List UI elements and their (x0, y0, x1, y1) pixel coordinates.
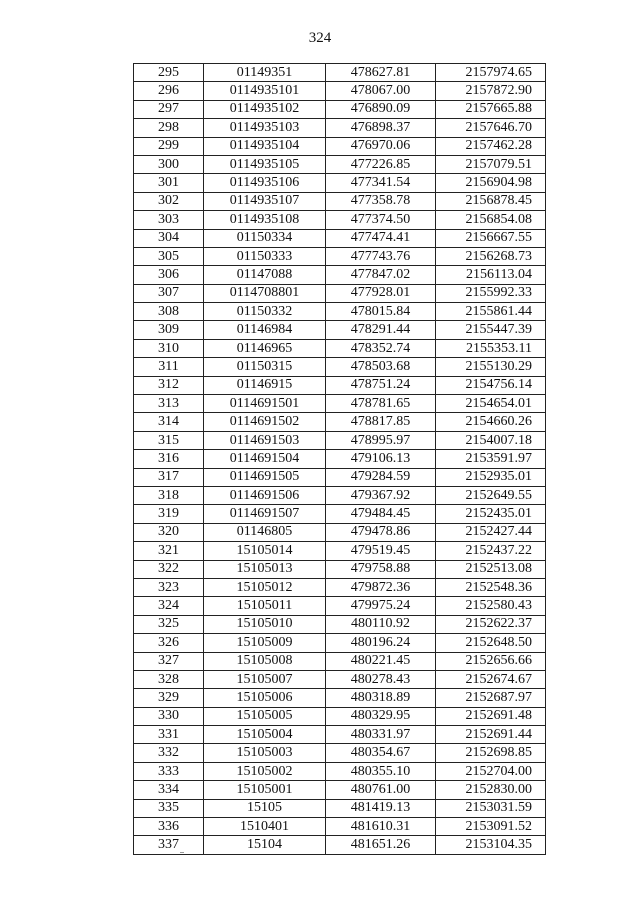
point-number-cell: 316 (134, 450, 204, 468)
point-id-cell: 0114708801 (204, 284, 326, 302)
point-number-cell: 326 (134, 634, 204, 652)
point-number-cell: 329 (134, 689, 204, 707)
point-id-cell: 0114935103 (204, 119, 326, 137)
table-row (134, 266, 546, 284)
y-coordinate-cell: 2155992.33 (436, 284, 546, 302)
point-number-cell: 322 (134, 560, 204, 578)
table-row (134, 523, 546, 541)
x-coordinate-cell: 477474.41 (326, 229, 436, 247)
point-id-cell: 01150334 (204, 229, 326, 247)
point-number-cell: 313 (134, 395, 204, 413)
y-coordinate-cell: 2157974.65 (436, 64, 546, 82)
x-coordinate-cell: 480278.43 (326, 670, 436, 688)
point-id-cell: 0114935104 (204, 137, 326, 155)
table-row (134, 376, 546, 394)
point-number-cell: 310 (134, 339, 204, 357)
table-row (134, 431, 546, 449)
point-id-cell: 15104 (204, 836, 326, 854)
point-id-cell: 15105011 (204, 597, 326, 615)
point-number-cell: 305 (134, 247, 204, 265)
table-row (134, 100, 546, 118)
table-row (134, 578, 546, 596)
point-number-cell: 299 (134, 137, 204, 155)
y-coordinate-cell: 2156878.45 (436, 192, 546, 210)
x-coordinate-cell: 478015.84 (326, 303, 436, 321)
coordinates-table (133, 63, 546, 855)
x-coordinate-cell: 479975.24 (326, 597, 436, 615)
x-coordinate-cell: 480331.97 (326, 726, 436, 744)
point-id-cell: 01147088 (204, 266, 326, 284)
point-id-cell: 01146965 (204, 339, 326, 357)
point-number-cell: 312 (134, 376, 204, 394)
y-coordinate-cell: 2157079.51 (436, 155, 546, 173)
table-row (134, 450, 546, 468)
point-id-cell: 15105013 (204, 560, 326, 578)
x-coordinate-cell: 478627.81 (326, 64, 436, 82)
point-number-cell: 317 (134, 468, 204, 486)
point-number-cell: 311 (134, 358, 204, 376)
point-number-cell: 314 (134, 413, 204, 431)
x-coordinate-cell: 478817.85 (326, 413, 436, 431)
table-row (134, 395, 546, 413)
y-coordinate-cell: 2156904.98 (436, 174, 546, 192)
x-coordinate-cell: 476898.37 (326, 119, 436, 137)
table-row (134, 468, 546, 486)
point-id-cell: 0114935102 (204, 100, 326, 118)
point-number-cell: 321 (134, 542, 204, 560)
x-coordinate-cell: 480196.24 (326, 634, 436, 652)
table-row (134, 597, 546, 615)
point-number-cell: 318 (134, 486, 204, 504)
y-coordinate-cell: 2155447.39 (436, 321, 546, 339)
point-id-cell: 01146984 (204, 321, 326, 339)
y-coordinate-cell: 2153091.52 (436, 818, 546, 836)
y-coordinate-cell: 2155353.11 (436, 339, 546, 357)
table-row (134, 670, 546, 688)
point-number-cell: 319 (134, 505, 204, 523)
x-coordinate-cell: 481651.26 (326, 836, 436, 854)
point-id-cell: 0114691503 (204, 431, 326, 449)
table-row (134, 339, 546, 357)
table-row (134, 799, 546, 817)
y-coordinate-cell: 2152435.01 (436, 505, 546, 523)
x-coordinate-cell: 479872.36 (326, 578, 436, 596)
y-coordinate-cell: 2152674.67 (436, 670, 546, 688)
table-row (134, 303, 546, 321)
point-id-cell: 15105005 (204, 707, 326, 725)
table-row (134, 560, 546, 578)
point-number-cell: 308 (134, 303, 204, 321)
point-id-cell: 0114691506 (204, 486, 326, 504)
x-coordinate-cell: 478067.00 (326, 82, 436, 100)
table-row (134, 652, 546, 670)
point-id-cell: 15105001 (204, 781, 326, 799)
y-coordinate-cell: 2156667.55 (436, 229, 546, 247)
y-coordinate-cell: 2156113.04 (436, 266, 546, 284)
point-id-cell: 01150332 (204, 303, 326, 321)
table-row (134, 211, 546, 229)
y-coordinate-cell: 2153591.97 (436, 450, 546, 468)
x-coordinate-cell: 480318.89 (326, 689, 436, 707)
point-number-cell: 324 (134, 597, 204, 615)
table-row (134, 762, 546, 780)
point-number-cell: 337 (134, 836, 204, 854)
y-coordinate-cell: 2152437.22 (436, 542, 546, 560)
x-coordinate-cell: 477358.78 (326, 192, 436, 210)
x-coordinate-cell: 479106.13 (326, 450, 436, 468)
x-coordinate-cell: 477226.85 (326, 155, 436, 173)
table-row (134, 64, 546, 82)
y-coordinate-cell: 2152622.37 (436, 615, 546, 633)
point-id-cell: 15105007 (204, 670, 326, 688)
y-coordinate-cell: 2153031.59 (436, 799, 546, 817)
x-coordinate-cell: 480110.92 (326, 615, 436, 633)
point-number-cell: 306 (134, 266, 204, 284)
table-row (134, 689, 546, 707)
x-coordinate-cell: 480329.95 (326, 707, 436, 725)
x-coordinate-cell: 477847.02 (326, 266, 436, 284)
y-coordinate-cell: 2152935.01 (436, 468, 546, 486)
scan-speck (180, 852, 184, 853)
y-coordinate-cell: 2152830.00 (436, 781, 546, 799)
x-coordinate-cell: 479367.92 (326, 486, 436, 504)
y-coordinate-cell: 2152580.43 (436, 597, 546, 615)
y-coordinate-cell: 2152649.55 (436, 486, 546, 504)
x-coordinate-cell: 477374.50 (326, 211, 436, 229)
x-coordinate-cell: 478781.65 (326, 395, 436, 413)
x-coordinate-cell: 480221.45 (326, 652, 436, 670)
x-coordinate-cell: 479284.59 (326, 468, 436, 486)
y-coordinate-cell: 2157872.90 (436, 82, 546, 100)
y-coordinate-cell: 2152656.66 (436, 652, 546, 670)
table-row (134, 505, 546, 523)
table-row (134, 615, 546, 633)
y-coordinate-cell: 2152691.44 (436, 726, 546, 744)
table-row (134, 137, 546, 155)
x-coordinate-cell: 478352.74 (326, 339, 436, 357)
table-row (134, 284, 546, 302)
point-number-cell: 323 (134, 578, 204, 596)
table-row (134, 174, 546, 192)
y-coordinate-cell: 2152698.85 (436, 744, 546, 762)
point-number-cell: 304 (134, 229, 204, 247)
point-id-cell: 15105006 (204, 689, 326, 707)
point-id-cell: 01146915 (204, 376, 326, 394)
point-number-cell: 296 (134, 82, 204, 100)
y-coordinate-cell: 2153104.35 (436, 836, 546, 854)
table-row (134, 707, 546, 725)
point-number-cell: 300 (134, 155, 204, 173)
y-coordinate-cell: 2157665.88 (436, 100, 546, 118)
point-number-cell: 307 (134, 284, 204, 302)
y-coordinate-cell: 2157646.70 (436, 119, 546, 137)
y-coordinate-cell: 2155130.29 (436, 358, 546, 376)
point-number-cell: 320 (134, 523, 204, 541)
x-coordinate-cell: 477341.54 (326, 174, 436, 192)
point-id-cell: 15105 (204, 799, 326, 817)
point-id-cell: 01149351 (204, 64, 326, 82)
point-id-cell: 15105008 (204, 652, 326, 670)
table-row (134, 321, 546, 339)
x-coordinate-cell: 479519.45 (326, 542, 436, 560)
point-number-cell: 330 (134, 707, 204, 725)
point-id-cell: 01146805 (204, 523, 326, 541)
point-id-cell: 0114935101 (204, 82, 326, 100)
point-number-cell: 334 (134, 781, 204, 799)
y-coordinate-cell: 2157462.28 (436, 137, 546, 155)
coordinates-table-body (134, 64, 546, 855)
y-coordinate-cell: 2154007.18 (436, 431, 546, 449)
point-number-cell: 331 (134, 726, 204, 744)
table-row (134, 634, 546, 652)
point-id-cell: 0114691505 (204, 468, 326, 486)
point-id-cell: 15105012 (204, 578, 326, 596)
point-number-cell: 327 (134, 652, 204, 670)
y-coordinate-cell: 2152648.50 (436, 634, 546, 652)
x-coordinate-cell: 480355.10 (326, 762, 436, 780)
point-number-cell: 333 (134, 762, 204, 780)
point-id-cell: 15105004 (204, 726, 326, 744)
point-number-cell: 336 (134, 818, 204, 836)
point-id-cell: 0114691501 (204, 395, 326, 413)
y-coordinate-cell: 2152691.48 (436, 707, 546, 725)
x-coordinate-cell: 480354.67 (326, 744, 436, 762)
table-row (134, 836, 546, 854)
table-row (134, 192, 546, 210)
table-row (134, 229, 546, 247)
x-coordinate-cell: 478995.97 (326, 431, 436, 449)
point-number-cell: 302 (134, 192, 204, 210)
y-coordinate-cell: 2154756.14 (436, 376, 546, 394)
x-coordinate-cell: 478503.68 (326, 358, 436, 376)
y-coordinate-cell: 2152704.00 (436, 762, 546, 780)
point-id-cell: 0114935105 (204, 155, 326, 173)
x-coordinate-cell: 478751.24 (326, 376, 436, 394)
table-row (134, 82, 546, 100)
point-id-cell: 01150315 (204, 358, 326, 376)
table-row (134, 744, 546, 762)
table-row (134, 247, 546, 265)
point-number-cell: 301 (134, 174, 204, 192)
x-coordinate-cell: 479758.88 (326, 560, 436, 578)
table-row (134, 358, 546, 376)
point-id-cell: 0114935106 (204, 174, 326, 192)
point-id-cell: 15105009 (204, 634, 326, 652)
table-row (134, 486, 546, 504)
point-id-cell: 15105014 (204, 542, 326, 560)
y-coordinate-cell: 2152548.36 (436, 578, 546, 596)
point-id-cell: 15105003 (204, 744, 326, 762)
point-number-cell: 309 (134, 321, 204, 339)
y-coordinate-cell: 2154654.01 (436, 395, 546, 413)
x-coordinate-cell: 476970.06 (326, 137, 436, 155)
point-id-cell: 15105010 (204, 615, 326, 633)
y-coordinate-cell: 2156268.73 (436, 247, 546, 265)
table-row (134, 119, 546, 137)
point-number-cell: 297 (134, 100, 204, 118)
y-coordinate-cell: 2152427.44 (436, 523, 546, 541)
point-id-cell: 0114935107 (204, 192, 326, 210)
x-coordinate-cell: 481419.13 (326, 799, 436, 817)
table-row (134, 413, 546, 431)
y-coordinate-cell: 2154660.26 (436, 413, 546, 431)
table-row (134, 542, 546, 560)
x-coordinate-cell: 477928.01 (326, 284, 436, 302)
point-id-cell: 0114691502 (204, 413, 326, 431)
point-number-cell: 335 (134, 799, 204, 817)
point-number-cell: 315 (134, 431, 204, 449)
y-coordinate-cell: 2152687.97 (436, 689, 546, 707)
point-id-cell: 1510401 (204, 818, 326, 836)
table-row (134, 781, 546, 799)
y-coordinate-cell: 2155861.44 (436, 303, 546, 321)
x-coordinate-cell: 479478.86 (326, 523, 436, 541)
y-coordinate-cell: 2152513.08 (436, 560, 546, 578)
point-id-cell: 0114691504 (204, 450, 326, 468)
page-number: 324 (308, 30, 332, 46)
point-number-cell: 295 (134, 64, 204, 82)
table-row (134, 155, 546, 173)
point-number-cell: 328 (134, 670, 204, 688)
point-id-cell: 15105002 (204, 762, 326, 780)
x-coordinate-cell: 476890.09 (326, 100, 436, 118)
x-coordinate-cell: 478291.44 (326, 321, 436, 339)
point-number-cell: 298 (134, 119, 204, 137)
table-row (134, 818, 546, 836)
x-coordinate-cell: 480761.00 (326, 781, 436, 799)
point-id-cell: 0114691507 (204, 505, 326, 523)
x-coordinate-cell: 477743.76 (326, 247, 436, 265)
point-id-cell: 0114935108 (204, 211, 326, 229)
table-row (134, 726, 546, 744)
point-number-cell: 325 (134, 615, 204, 633)
x-coordinate-cell: 481610.31 (326, 818, 436, 836)
point-number-cell: 303 (134, 211, 204, 229)
x-coordinate-cell: 479484.45 (326, 505, 436, 523)
point-number-cell: 332 (134, 744, 204, 762)
point-id-cell: 01150333 (204, 247, 326, 265)
y-coordinate-cell: 2156854.08 (436, 211, 546, 229)
